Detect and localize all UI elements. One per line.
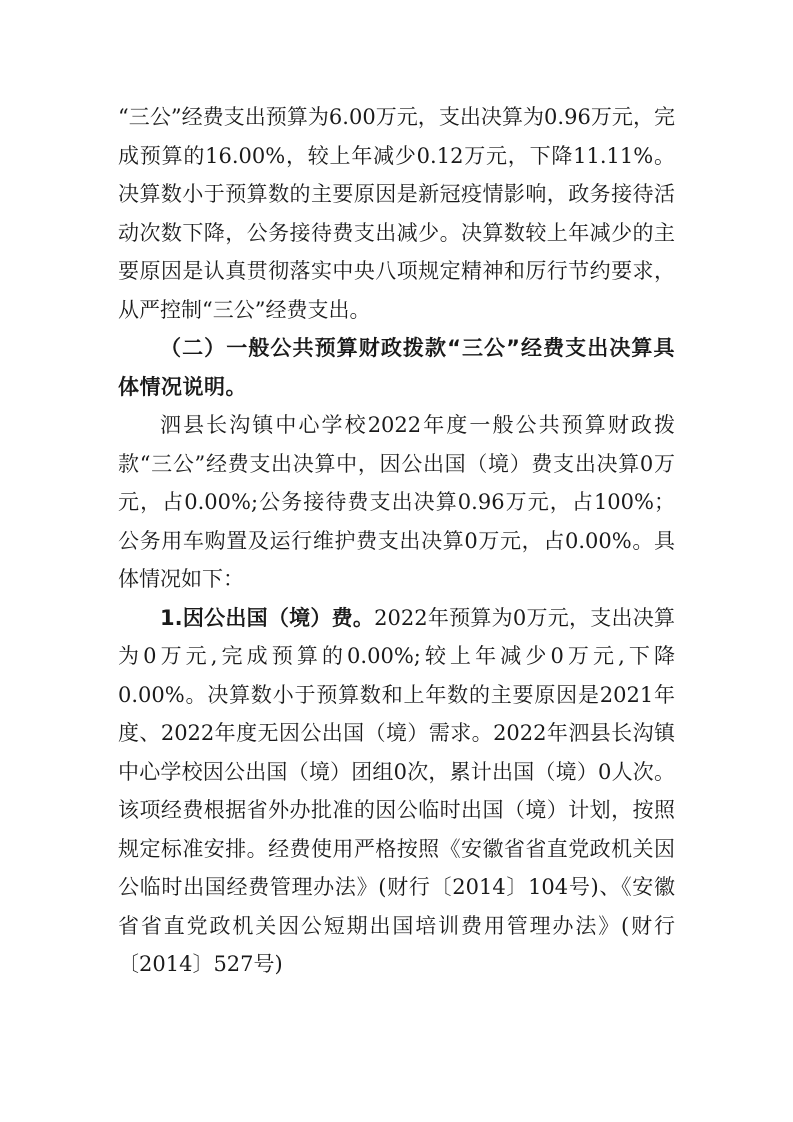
paragraph-overview: 泗县长沟镇中心学校2022年度一般公共预算财政拨款“三公”经费支出决算中，因公出国（境）费支出决算0万元，占0.00%;公务接待费支出决算0.96万元，占100%；公务用车购置及运行维护费支出决算0万元，占0.00%。具体情况如下： <box>118 413 675 591</box>
paragraph-summary: “三公”经费支出预算为6.00万元，支出决算为0.96万元，完成预算的16.00%，较上年减少0.12万元，下降11.11%。决算数小于预算数的主要原因是新冠疫情影响，政务接待活动次数下降，公务接待费支出减少。决算数较上年减少的主要原因是认真贯彻落实中央八项规定精神和厉行节约要求，从严控制“三公”经费支出。 <box>118 105 675 322</box>
paragraph-overseas-travel <box>118 599 675 984</box>
item-text-overseas-travel: 2022年预算为0万元，支出决算为0万元,完成预算的0.00%;较上年减少0万元,下降0.00%。决算数小于预算数和上年数的主要原因是2021年度、2022年度无因公出国（境）需求。2022年泗县长沟镇中心学校因公出国（境）团组0次，累计出国（境）0人次。该项经费根据省外办批准的因公临时出国（境）计划，按照规定标准安排。经费使用严格按照《安徽省省直党政机关因公临时出国经费管理办法》(财行〔2014〕104号)、《安徽省省直党政机关因公短期出国培训费用管理办法》(财行〔2014〕527号) <box>118 605 675 976</box>
section-heading: （二）一般公共预算财政拨款“三公”经费支出决算具体情况说明。 <box>118 336 675 399</box>
item-heading-overseas-travel: 1.因公出国（境）费。 <box>160 605 375 630</box>
